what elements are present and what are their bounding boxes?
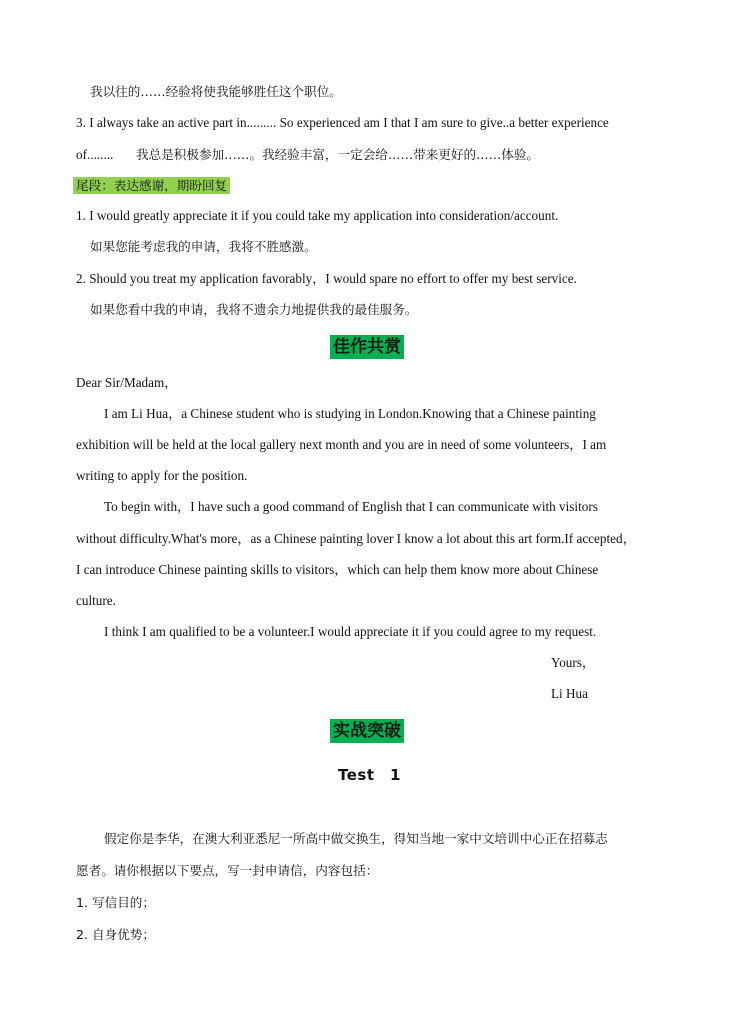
phrase-item-3-cn: 我总是积极参加……。我经验丰富，一定会给……带来更好的……体验。 — [136, 147, 539, 162]
test-title: Test 1 — [338, 766, 401, 784]
essay-p2-line3: I can introduce Chinese painting skills to visitors，which can help them know more about Chinese — [76, 562, 599, 577]
essay-signoff: Yours， — [551, 655, 596, 670]
essay-greeting: Dear Sir/Madam， — [76, 375, 178, 390]
essay-signature: Li Hua — [551, 686, 588, 701]
essay-p1-line2: exhibition will be held at the local gallery next month and you are in need of some volunteers，I am — [76, 437, 607, 452]
closing-item-2-cn: 如果您看中我的申请，我将不遗余力地提供我的最佳服务。 — [90, 302, 418, 317]
practice-prompt-line2: 愿者。请你根据以下要点，写一封申请信，内容包括： — [76, 863, 379, 878]
phrase-line-cn: 我以往的……经验将使我能够胜任这个职位。 — [90, 84, 342, 99]
essay-p2-line2: without difficulty.What's more，as a Chinese painting lover I know a lot about this art form.If accepted， — [76, 531, 636, 546]
practice-prompt-line1: 假定你是李华，在澳大利亚悉尼一所高中做交换生，得知当地一家中文培训中心正在招募志 — [104, 831, 608, 846]
model-essay-heading: 佳作共赏 — [330, 335, 404, 359]
practice-point-2: 2. 自身优势； — [76, 927, 155, 942]
essay-p3-line1: I think I am qualified to be a volunteer.I would appreciate it if you could agree to my request. — [104, 624, 597, 639]
essay-p2-line4: culture. — [76, 593, 116, 608]
essay-p2-line1: To begin with，I have such a good command of English that I can communicate with visitors — [104, 499, 598, 514]
practice-point-1: 1. 写信目的； — [76, 895, 155, 910]
practice-heading: 实战突破 — [330, 719, 404, 743]
phrase-item-3-en-cont: of........ — [76, 147, 114, 162]
closing-label-highlight: 尾段：表达感谢，期盼回复 — [73, 177, 230, 194]
essay-p1-line1: I am Li Hua，a Chinese student who is studying in London.Knowing that a Chinese painting — [104, 406, 596, 421]
phrase-item-3-en: 3. I always take an active part in......... So experienced am I that I am sure to give..a better experience — [76, 115, 609, 130]
closing-item-1-en: 1. I would greatly appreciate it if you could take my application into consideration/account. — [76, 208, 559, 223]
essay-p1-line3: writing to apply for the position. — [76, 468, 248, 483]
closing-item-2-en: 2. Should you treat my application favorably，I would spare no effort to offer my best service. — [76, 271, 577, 286]
closing-item-1-cn: 如果您能考虑我的申请，我将不胜感激。 — [90, 239, 317, 254]
closing-section-label — [73, 177, 230, 195]
